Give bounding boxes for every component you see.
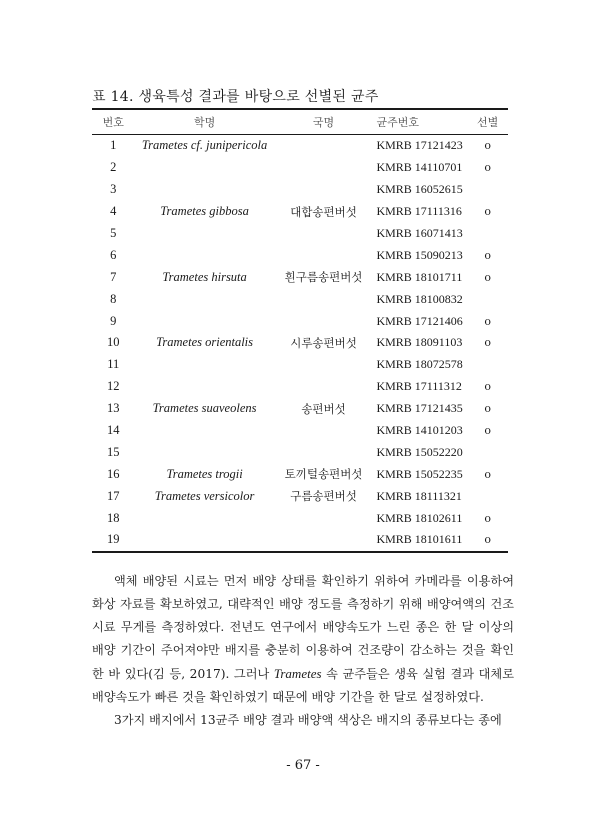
cell-number: 6 (110, 247, 117, 262)
paragraph-2: 3가지 배지에서 13균주 배양 결과 배양액 색상은 배지의 종류보다는 종에 (114, 713, 502, 727)
header-korean-name: 국명 (275, 109, 373, 135)
cell-scientific-name (135, 529, 275, 552)
cell-selected (467, 441, 508, 463)
cell-selected (467, 288, 508, 310)
table-row (92, 376, 508, 398)
paragraph-1-text-b: 속 균주들은 생육 실험 결과 대체로 배양속도가 빠른 것을 확인하였기 때문에 배양 기간을 한 달로 설정하였다. (92, 667, 514, 704)
cell-scientific-name (135, 376, 275, 398)
cell-korean-name: 구름송편버섯 (290, 489, 357, 504)
table-row (92, 354, 508, 376)
body-text (92, 570, 514, 732)
table-row (92, 288, 508, 310)
cell-selected: o (484, 161, 491, 175)
header-number: 번호 (92, 109, 135, 135)
cell-strain-number: KMRB 18111321 (376, 488, 462, 503)
cell-strain-number: KMRB 16052615 (376, 182, 463, 197)
cell-korean-name (275, 507, 373, 529)
table-caption: 표 14. 생육특성 결과를 바탕으로 선별된 균주 (92, 89, 379, 105)
cell-selected (467, 485, 508, 507)
cell-selected (467, 179, 508, 201)
cell-selected: o (484, 270, 491, 284)
cell-scientific-name (135, 179, 275, 201)
cell-number: 8 (110, 291, 117, 306)
cell-strain-number: KMRB 16071413 (376, 226, 463, 240)
cell-strain-number: KMRB 15090213 (376, 247, 463, 262)
cell-strain-number: KMRB 14110701 (376, 160, 463, 175)
table-row (92, 135, 508, 157)
cell-scientific-name: Trametes trogii (166, 466, 243, 481)
table-row (92, 266, 508, 288)
cell-number: 16 (107, 466, 120, 481)
cell-strain-number: KMRB 18101711 (376, 269, 463, 284)
cell-number: 3 (110, 182, 117, 197)
table-row (92, 310, 508, 332)
cell-number: 11 (107, 357, 120, 372)
cell-scientific-name: Trametes suaveolens (152, 401, 257, 416)
cell-korean-name (275, 288, 373, 310)
cell-scientific-name (135, 420, 275, 442)
header-selected: 선별 (467, 109, 508, 135)
table-row (92, 529, 508, 552)
cell-scientific-name: Trametes orientalis (156, 335, 254, 350)
cell-strain-number: KMRB 17121435 (376, 401, 463, 416)
cell-number: 2 (110, 160, 117, 175)
cell-selected: o (484, 314, 491, 328)
table-row (92, 485, 508, 507)
cell-selected: o (484, 467, 491, 481)
cell-strain-number: KMRB 17121406 (376, 313, 463, 328)
cell-korean-name: 송편버섯 (301, 401, 346, 416)
table-header-row (92, 109, 508, 135)
cell-scientific-name: Trametes cf. junipericola (141, 138, 268, 153)
table-row (92, 398, 508, 420)
cell-number: 19 (92, 529, 135, 552)
table-row (92, 223, 508, 245)
table-row (92, 441, 508, 463)
cell-strain-number: KMRB 17111316 (376, 204, 462, 219)
cell-selected: o (467, 529, 508, 552)
cell-strain-number: KMRB 18100832 (376, 291, 463, 306)
cell-number: 9 (110, 313, 117, 328)
page-number: - 67 - (286, 758, 320, 773)
cell-strain-number: KMRB 18091103 (376, 335, 463, 350)
cell-strain-number: KMRB 17111312 (376, 379, 462, 394)
cell-scientific-name (135, 223, 275, 245)
cell-selected: o (484, 380, 491, 394)
cell-selected (467, 223, 508, 245)
cell-scientific-name (135, 354, 275, 376)
cell-strain-number: KMRB 15052220 (376, 444, 463, 459)
table-row (92, 201, 508, 223)
cell-number: 17 (107, 488, 120, 503)
cell-selected: o (484, 511, 491, 525)
cell-number: 12 (107, 379, 120, 394)
cell-number: 13 (107, 401, 120, 416)
table-row (92, 157, 508, 179)
table-row (92, 463, 508, 485)
cell-selected: o (484, 336, 491, 350)
cell-number: 14 (107, 423, 120, 438)
table-row (92, 332, 508, 354)
cell-korean-name (275, 179, 373, 201)
paragraph-1 (92, 570, 514, 709)
cell-scientific-name (135, 288, 275, 310)
cell-scientific-name (135, 244, 275, 266)
cell-korean-name (275, 420, 373, 442)
cell-scientific-name: Trametes hirsuta (162, 269, 247, 284)
paragraph-1-text-a: 액체 배양된 시료는 먼저 배양 상태를 확인하기 위하여 카메라를 이용하여 화상 자료를 확보하였고, 대략적인 배양 정도를 측정하기 위해 배양여액의 건조 시료 무게를 측정하였다. 전년도 연구에서 배양속도가 느린 종은 한 달 이상의 배양 기간이 주어져야만 배지를 충분히 이용하여 건조량이 감소하는 것을 확인한 바 있다(김 등, 2017). 그러나 (92, 574, 514, 681)
cell-scientific-name (135, 507, 275, 529)
cell-number: 4 (110, 204, 117, 219)
cell-number: 15 (107, 444, 120, 459)
cell-strain-number: KMRB 18101611 (372, 529, 467, 552)
cell-korean-name (275, 376, 373, 398)
cell-number: 5 (110, 226, 117, 240)
cell-strain-number: KMRB 14101203 (376, 423, 463, 438)
cell-strain-number: KMRB 18102611 (376, 510, 463, 525)
header-strain-number: 균주번호 (372, 109, 467, 135)
cell-selected: o (484, 205, 491, 219)
cell-selected: o (484, 424, 491, 438)
cell-korean-name (275, 441, 373, 463)
cell-korean-name (275, 244, 373, 266)
cell-strain-number: KMRB 18072578 (376, 357, 463, 372)
cell-selected: o (484, 139, 491, 153)
table-row (92, 179, 508, 201)
cell-korean-name: 토끼털송편버섯 (284, 467, 363, 482)
cell-strain-number: KMRB 17121423 (376, 138, 463, 153)
cell-selected (467, 354, 508, 376)
cell-korean-name: 흰구름송편버섯 (284, 270, 363, 285)
table-row (92, 420, 508, 442)
cell-scientific-name: Trametes gibbosa (160, 204, 249, 219)
table-row (92, 244, 508, 266)
cell-korean-name (275, 354, 373, 376)
cell-korean-name (275, 310, 373, 332)
cell-number: 7 (110, 269, 117, 284)
table-row (92, 507, 508, 529)
header-scientific-name: 학명 (135, 109, 275, 135)
cell-strain-number: KMRB 15052235 (376, 466, 463, 481)
cell-scientific-name (135, 441, 275, 463)
cell-korean-name (275, 157, 373, 179)
cell-number: 10 (107, 335, 120, 350)
strain-table (92, 108, 508, 553)
cell-scientific-name: Trametes versicolor (154, 488, 255, 503)
paragraph-1-genus: Trametes (273, 666, 322, 681)
cell-selected: o (484, 248, 491, 262)
cell-korean-name: 시루송편버섯 (290, 335, 357, 350)
cell-scientific-name (135, 157, 275, 179)
cell-selected: o (484, 402, 491, 416)
cell-number: 1 (110, 138, 117, 153)
cell-korean-name (275, 529, 373, 552)
cell-korean-name (275, 223, 373, 245)
cell-number: 18 (107, 510, 120, 525)
cell-scientific-name (135, 310, 275, 332)
cell-korean-name (275, 135, 373, 157)
cell-korean-name: 대합송편버섯 (290, 204, 357, 219)
